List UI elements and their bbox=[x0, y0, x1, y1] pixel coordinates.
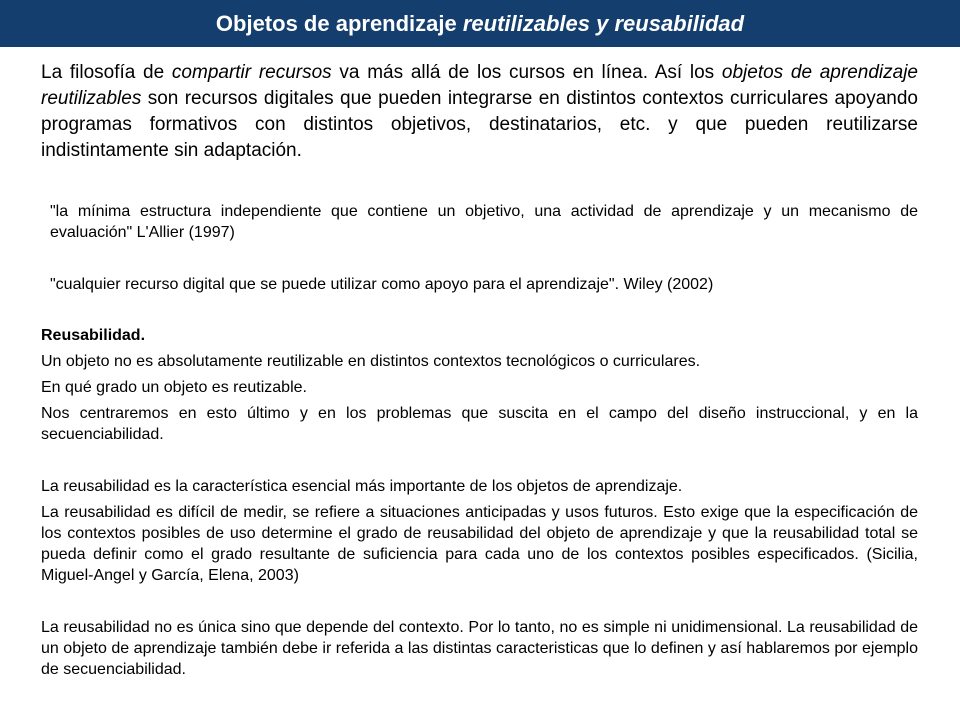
reusability-heading: Reusabilidad. bbox=[41, 327, 146, 344]
page-title-italic: reutilizables y reusabilidad bbox=[462, 10, 745, 36]
quote-lallier: "la mínima estructura independiente que contiene un objetivo, una actividad de aprendizaje y un mecanismo de evaluación" L'Allier (1997) bbox=[50, 203, 918, 241]
intro-text-2: va más allá de los cursos en línea. Así los bbox=[331, 62, 722, 83]
quote-wiley: "cualquier recurso digital que se puede utilizar como apoyo para el aprendizaje". Wiley (2002) bbox=[50, 276, 714, 293]
reusability-line-1: Un objeto no es absolutamente reutilizable en distintos contextos tecnológicos o curriculares. bbox=[41, 353, 701, 370]
paragraph-difficult: La reusabilidad es difícil de medir, se refiere a situaciones anticipadas y usos futuros. Esto exige que la especificación de los contextos posibles de uso determine el grado de reusabilidad del objeto de aprendizaje y que la reusabilidad total se pueda definir como el grado resultante de suficiencia para cada uno de los contextos posibles especificados. (Sicilia, Miguel-Angel y García, Elena, 2003) bbox=[41, 504, 918, 584]
intro-italic-1: compartir recursos bbox=[171, 62, 332, 83]
page-title-plain: Objetos de aprendizaje bbox=[215, 10, 463, 36]
title-bar bbox=[0, 0, 960, 47]
intro-paragraph bbox=[41, 60, 918, 164]
reusability-line-3: Nos centraremos en esto último y en los problemas que suscita en el campo del diseño instruccional, y en la secuenciabilidad. bbox=[41, 405, 918, 443]
intro-text-1: La filosofía de bbox=[41, 62, 172, 83]
paragraph-context: La reusabilidad no es única sino que depende del contexto. Por lo tanto, no es simple ni unidimensional. La reusabilidad de un objeto de aprendizaje también debe ir referida a las distintas caracteristicas que lo definen y así hablaremos por ejemplo de secuenciabilidad. bbox=[41, 619, 918, 678]
page-title bbox=[216, 11, 744, 37]
paragraph-essential: La reusabilidad es la característica esencial más importante de los objetos de aprendizaje. bbox=[41, 478, 683, 495]
intro-text-3: son recursos digitales que pueden integrarse en distintos contextos curriculares apoyando programas formativos con distintos objetivos, destinatarios, etc. y que pueden reutilizarse indistintamente sin adaptación. bbox=[41, 88, 918, 161]
intro-italic-2: objetos de aprendizaje reutilizables bbox=[41, 62, 918, 109]
reusability-line-2: En qué grado un objeto es reutizable. bbox=[41, 379, 307, 396]
slide-content bbox=[41, 60, 918, 680]
